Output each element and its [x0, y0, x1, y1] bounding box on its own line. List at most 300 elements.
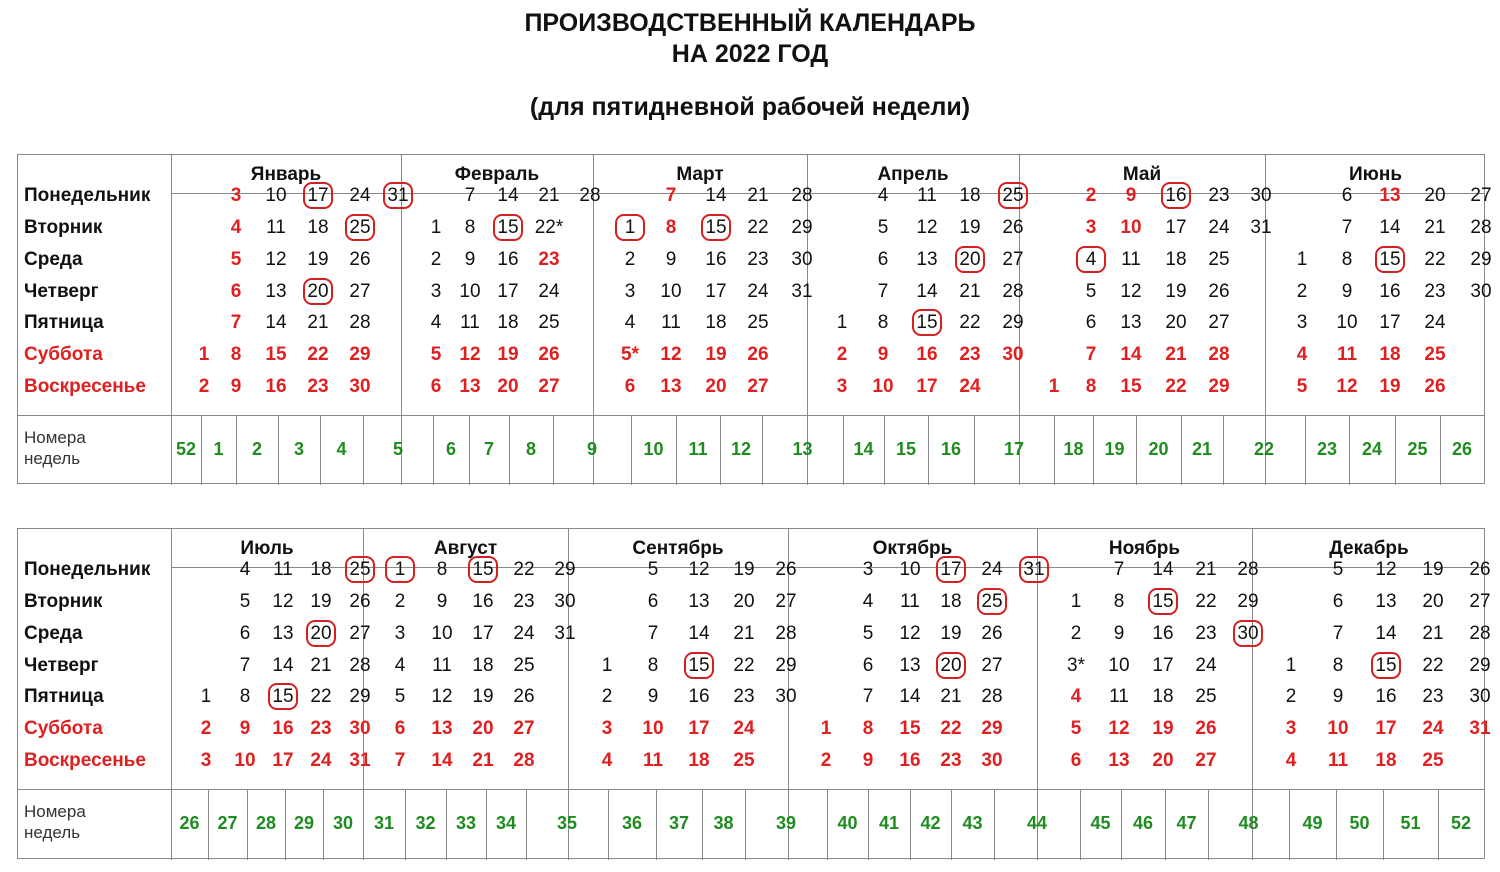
- calendar-day: 27: [775, 591, 797, 612]
- calendar-day: 27: [1470, 185, 1492, 206]
- calendar-day: 23: [1422, 686, 1444, 707]
- calendar-day: 14: [1120, 344, 1142, 365]
- calendar-day: 31: [1019, 556, 1049, 583]
- calendar-day: 22*: [534, 217, 564, 238]
- calendar-day: 6: [862, 655, 874, 676]
- calendar-day: 3: [601, 718, 613, 739]
- calendar-day: 17: [272, 750, 294, 771]
- calendar-day: 8: [1341, 249, 1353, 270]
- calendar-day: 11: [900, 591, 920, 612]
- calendar-day: 9: [230, 376, 242, 397]
- calendar-day: 16: [472, 591, 494, 612]
- calendar-day: 9: [1332, 686, 1344, 707]
- calendar-day: 20: [1152, 750, 1174, 771]
- calendar-day: 23: [538, 249, 560, 270]
- calendar-day: 28: [1237, 559, 1259, 580]
- calendar-day: 1: [1048, 376, 1060, 397]
- calendar-day: 16: [1152, 623, 1174, 644]
- calendar-day: 3*: [1067, 655, 1085, 676]
- calendar-day: 31: [1250, 217, 1272, 238]
- calendar-day: 19: [472, 686, 494, 707]
- calendar-day: 9: [239, 718, 251, 739]
- week-number: 43: [962, 813, 983, 833]
- week-number: 37: [668, 813, 690, 833]
- calendar-day: 6: [239, 623, 251, 644]
- calendar-day: 14: [1375, 623, 1397, 644]
- calendar-day: 18: [1152, 686, 1174, 707]
- calendar-day: 5: [877, 217, 889, 238]
- week-number: 46: [1132, 813, 1154, 833]
- calendar-day: 6: [394, 718, 406, 739]
- week-number: 47: [1176, 813, 1197, 833]
- calendar-day: 24: [747, 281, 769, 302]
- calendar-day: 2: [1296, 281, 1308, 302]
- day-name: Понедельник: [24, 185, 151, 206]
- calendar-day: 7: [647, 623, 659, 644]
- calendar-day: 7: [877, 281, 889, 302]
- calendar-day: 21: [538, 185, 560, 206]
- calendar-day: 23: [940, 750, 962, 771]
- calendar-day: 7: [1085, 344, 1097, 365]
- calendar-day: 19: [940, 623, 962, 644]
- month-name: Май: [1122, 164, 1162, 185]
- calendar-day: 2: [1085, 185, 1097, 206]
- calendar-day: 29: [1208, 376, 1230, 397]
- week-number: 48: [1238, 813, 1259, 833]
- calendar-day: 22: [513, 559, 535, 580]
- calendar-day: 19: [733, 559, 755, 580]
- calendar-day: 10: [234, 750, 256, 771]
- calendar-day: 30: [1250, 185, 1272, 206]
- calendar-day: 27: [1195, 750, 1217, 771]
- calendar-day: 24: [513, 623, 535, 644]
- calendar-day: 24: [1195, 655, 1217, 676]
- week-number: 5: [392, 439, 403, 459]
- calendar-day: 5*: [621, 344, 639, 365]
- calendar-day: 27: [349, 281, 371, 302]
- calendar-day: 9: [1113, 623, 1125, 644]
- calendar-day: 9: [665, 249, 677, 270]
- calendar-day: 16: [497, 249, 519, 270]
- calendar-day: 7: [1332, 623, 1344, 644]
- calendar-day: 15: [684, 652, 714, 679]
- title-line-1: ПРОИЗВОДСТВЕННЫЙ КАЛЕНДАРЬ: [524, 9, 976, 37]
- calendar-day: 17: [303, 182, 333, 209]
- calendar-day: 2: [624, 249, 636, 270]
- calendar-day: 18: [1375, 750, 1397, 771]
- week-number: 41: [878, 813, 900, 833]
- calendar-day: 13: [916, 249, 938, 270]
- calendar-day: 20: [472, 718, 494, 739]
- calendar-day: 22: [1195, 591, 1217, 612]
- calendar-day: 21: [733, 623, 755, 644]
- calendar-day: 11: [432, 655, 452, 676]
- calendar-day: 19: [310, 591, 332, 612]
- calendar-day: 15: [1371, 652, 1401, 679]
- calendar-day: 10: [642, 718, 664, 739]
- calendar-day: 30: [1002, 344, 1024, 365]
- calendar-day: 28: [981, 686, 1003, 707]
- calendar-day: 21: [1424, 217, 1446, 238]
- calendar-day: 23: [959, 344, 981, 365]
- week-number: 44: [1026, 813, 1048, 833]
- calendar-day: 25: [747, 312, 769, 333]
- calendar-day: 27: [349, 623, 371, 644]
- calendar-day: 26: [349, 249, 371, 270]
- day-name: Пятница: [24, 686, 104, 707]
- calendar-day: 8: [230, 344, 242, 365]
- week-number: 25: [1407, 439, 1428, 459]
- calendar-day: 6: [1085, 312, 1097, 333]
- calendar-day: 27: [513, 718, 535, 739]
- calendar-day: 8: [862, 718, 874, 739]
- calendar-day: 2: [820, 750, 832, 771]
- calendar-day: 20: [497, 376, 519, 397]
- week-number: 28: [255, 813, 277, 833]
- calendar-day: 13: [272, 623, 294, 644]
- week-number: 52: [1450, 813, 1472, 833]
- calendar-day: 3: [430, 281, 442, 302]
- week-number: 12: [730, 439, 752, 459]
- calendar-day: 18: [1165, 249, 1187, 270]
- month-divider: [171, 155, 172, 485]
- calendar-day: 4: [601, 750, 613, 771]
- calendar-day: 25: [345, 556, 375, 583]
- week-number: 11: [688, 439, 708, 459]
- calendar-day: 24: [1424, 312, 1446, 333]
- calendar-day: 12: [1336, 376, 1358, 397]
- calendar-day: 15: [268, 683, 298, 710]
- day-name: Понедельник: [24, 559, 151, 580]
- calendar-day: 14: [688, 623, 710, 644]
- calendar-day: 25: [538, 312, 560, 333]
- calendar-day: 7: [1341, 217, 1353, 238]
- calendar-day: 21: [959, 281, 981, 302]
- calendar-day: 15: [493, 214, 523, 241]
- calendar-day: 6: [1332, 591, 1344, 612]
- calendar-day: 13: [899, 655, 921, 676]
- calendar-day: 6: [877, 249, 889, 270]
- calendar-day: 10: [265, 185, 287, 206]
- calendar-day: 22: [733, 655, 755, 676]
- calendar-day: 31: [1469, 718, 1491, 739]
- calendar-day: 16: [265, 376, 287, 397]
- week-number: 38: [713, 813, 734, 833]
- calendar-day: 14: [431, 750, 453, 771]
- calendar-day: 11: [1336, 344, 1358, 365]
- week-number: 23: [1316, 439, 1338, 459]
- week-number: 18: [1063, 439, 1084, 459]
- calendar-day: 1: [430, 217, 442, 238]
- calendar-day: 24: [1422, 718, 1444, 739]
- calendar-day: 29: [349, 686, 371, 707]
- calendar-day: 12: [688, 559, 710, 580]
- week-number: 21: [1191, 439, 1213, 459]
- calendar-day: 21: [1165, 344, 1187, 365]
- calendar-day: 1: [820, 718, 832, 739]
- weeks-divider: [18, 789, 1484, 790]
- calendar-day: 20: [733, 591, 755, 612]
- calendar-day: 8: [464, 217, 476, 238]
- calendar-day: 7: [394, 750, 406, 771]
- calendar-day: 17: [916, 376, 938, 397]
- week-number: 40: [837, 813, 858, 833]
- calendar-day: 21: [310, 655, 332, 676]
- calendar-day: 20: [705, 376, 727, 397]
- calendar-day: 3: [862, 559, 874, 580]
- subtitle: (для пятидневной рабочей недели): [529, 93, 971, 121]
- week-number: 14: [853, 439, 874, 459]
- month-name: Июнь: [1348, 164, 1403, 185]
- calendar-day: 6: [430, 376, 442, 397]
- calendar-day: 17: [1152, 655, 1174, 676]
- week-number: 42: [920, 813, 941, 833]
- calendar-day: 6: [230, 281, 242, 302]
- calendar-day: 11: [642, 750, 664, 771]
- day-name: Суббота: [24, 718, 103, 739]
- calendar-day: 22: [940, 718, 962, 739]
- calendar-day: 12: [660, 344, 682, 365]
- calendar-day: 8: [1113, 591, 1125, 612]
- calendar-day: 17: [497, 281, 519, 302]
- calendar-day: 24: [733, 718, 755, 739]
- weeks-label: Номера недель: [24, 428, 86, 468]
- calendar-day: 27: [747, 376, 769, 397]
- calendar-day: 19: [959, 217, 981, 238]
- calendar-second-half: [17, 528, 1491, 859]
- week-number: 9: [586, 439, 597, 459]
- week-number: 20: [1148, 439, 1169, 459]
- calendar-day: 12: [265, 249, 287, 270]
- calendar-day: 28: [1208, 344, 1230, 365]
- calendar-day: 10: [1120, 217, 1142, 238]
- calendar-day: 16: [1379, 281, 1401, 302]
- calendar-day: 27: [538, 376, 560, 397]
- calendar-day: 19: [1422, 559, 1444, 580]
- calendar-day: 1: [1296, 249, 1308, 270]
- calendar-day: 20: [303, 278, 333, 305]
- calendar-day: 14: [497, 185, 519, 206]
- calendar-day: 24: [538, 281, 560, 302]
- calendar-day: 3: [394, 623, 406, 644]
- calendar-day: 30: [791, 249, 813, 270]
- calendar-day: 12: [1375, 559, 1397, 580]
- calendar-day: 29: [554, 559, 576, 580]
- calendar-day: 25: [998, 182, 1028, 209]
- calendar-day: 31: [383, 182, 413, 209]
- calendar-day: 10: [431, 623, 453, 644]
- day-name: Четверг: [24, 281, 99, 302]
- calendar-day: 4: [430, 312, 442, 333]
- calendar-day: 24: [959, 376, 981, 397]
- calendar-day: 28: [579, 185, 601, 206]
- calendar-day: 26: [775, 559, 797, 580]
- calendar-day: 19: [1165, 281, 1187, 302]
- calendar-day: 20: [1165, 312, 1187, 333]
- calendar-day: 6: [1341, 185, 1353, 206]
- week-number: 33: [455, 813, 477, 833]
- calendar-day: 22: [307, 344, 329, 365]
- calendar-day: 29: [1237, 591, 1259, 612]
- calendar-day: 26: [981, 623, 1003, 644]
- calendar-day: 29: [349, 344, 371, 365]
- calendar-day: 19: [705, 344, 727, 365]
- calendar-day: 16: [705, 249, 727, 270]
- calendar-day: 4: [230, 217, 242, 238]
- calendar-day: 9: [464, 249, 476, 270]
- calendar-day: 1: [200, 686, 212, 707]
- calendar-day: 10: [1336, 312, 1358, 333]
- calendar-day: 7: [862, 686, 874, 707]
- calendar-day: 25: [977, 588, 1007, 615]
- calendar-day: 28: [349, 312, 371, 333]
- calendar-day: 3: [230, 185, 242, 206]
- calendar-day: 12: [1108, 718, 1130, 739]
- calendar-day: 14: [705, 185, 727, 206]
- calendar-day: 20: [955, 246, 985, 273]
- calendar-day: 15: [1148, 588, 1178, 615]
- week-number: 50: [1349, 813, 1370, 833]
- calendar-day: 30: [981, 750, 1003, 771]
- calendar-day: 16: [1375, 686, 1397, 707]
- week-number: 10: [643, 439, 664, 459]
- calendar-day: 18: [497, 312, 519, 333]
- day-name: Среда: [24, 249, 83, 270]
- calendar-day: 1: [615, 214, 645, 241]
- week-number: 49: [1302, 813, 1323, 833]
- calendar-day: 9: [436, 591, 448, 612]
- calendar-day: 14: [272, 655, 294, 676]
- calendar-day: 29: [1469, 655, 1491, 676]
- calendar-day: 16: [916, 344, 938, 365]
- calendar-day: 2: [836, 344, 848, 365]
- calendar-day: 13: [1375, 591, 1397, 612]
- calendar-day: 26: [513, 686, 535, 707]
- month-name: Июль: [240, 538, 294, 559]
- calendar-day: 23: [1424, 281, 1446, 302]
- calendar-day: 28: [1469, 623, 1491, 644]
- calendar-day: 6: [624, 376, 636, 397]
- calendar-day: 18: [307, 217, 329, 238]
- calendar-day: 18: [959, 185, 981, 206]
- calendar-day: 4: [877, 185, 889, 206]
- calendar-day: 20: [306, 620, 336, 647]
- calendar-day: 22: [959, 312, 981, 333]
- calendar-day: 8: [1085, 376, 1097, 397]
- month-name: Декабрь: [1329, 538, 1409, 559]
- calendar-day: 21: [472, 750, 494, 771]
- calendar-day: 15: [468, 556, 498, 583]
- week-number: 34: [495, 813, 517, 833]
- month-name: Март: [676, 164, 724, 185]
- day-name: Воскресенье: [24, 750, 146, 771]
- calendar-day: 17: [705, 281, 727, 302]
- calendar-day: 22: [1422, 655, 1444, 676]
- calendar-day: 18: [472, 655, 494, 676]
- calendar-day: 15: [265, 344, 287, 365]
- calendar-day: 5: [1332, 559, 1344, 580]
- month-name: Октябрь: [872, 538, 953, 559]
- calendar-day: 30: [1470, 281, 1492, 302]
- calendar-day: 10: [459, 281, 481, 302]
- calendar-day: 12: [916, 217, 938, 238]
- calendar-day: 12: [431, 686, 453, 707]
- calendar-day: 12: [899, 623, 921, 644]
- calendar-day: 10: [872, 376, 894, 397]
- calendar-day: 19: [307, 249, 329, 270]
- calendar-day: 11: [1327, 750, 1349, 771]
- calendar-day: 16: [899, 750, 921, 771]
- calendar-day: 7: [1113, 559, 1125, 580]
- calendar-first-half: [17, 154, 1492, 484]
- month-name: Январь: [250, 164, 322, 185]
- calendar-day: 5: [230, 249, 242, 270]
- month-name: Сентябрь: [632, 538, 724, 559]
- calendar-day: 7: [464, 185, 476, 206]
- calendar-day: 17: [1165, 217, 1187, 238]
- calendar-day: 25: [1195, 686, 1217, 707]
- calendar-day: 13: [660, 376, 682, 397]
- calendar-day: 17: [936, 556, 966, 583]
- calendar-day: 13: [265, 281, 287, 302]
- calendar-day: 28: [791, 185, 813, 206]
- calendar-day: 11: [661, 312, 681, 333]
- calendar-day: 1: [601, 655, 613, 676]
- calendar-day: 23: [733, 686, 755, 707]
- calendar-day: 18: [940, 591, 962, 612]
- calendar-day: 8: [877, 312, 889, 333]
- calendar-day: 26: [349, 591, 371, 612]
- calendar-day: 23: [747, 249, 769, 270]
- calendar-day: 3: [1085, 217, 1097, 238]
- calendar-day: 13: [1379, 185, 1401, 206]
- calendar-day: 6: [647, 591, 659, 612]
- calendar-day: 8: [436, 559, 448, 580]
- calendar-day: 24: [349, 185, 371, 206]
- calendar-day: 30: [1469, 686, 1491, 707]
- calendar-day: 2: [1070, 623, 1082, 644]
- calendar-day: 7: [665, 185, 677, 206]
- calendar-day: 11: [266, 217, 286, 238]
- week-number: 35: [556, 813, 578, 833]
- calendar-day: 25: [1208, 249, 1230, 270]
- calendar-day: 27: [1002, 249, 1024, 270]
- calendar-day: 5: [1070, 718, 1082, 739]
- calendar-day: 19: [1152, 718, 1174, 739]
- week-number: 2: [251, 439, 262, 459]
- calendar-day: 4: [862, 591, 874, 612]
- calendar-day: 18: [310, 559, 332, 580]
- calendar-day: 2: [394, 591, 406, 612]
- week-number: 8: [525, 439, 536, 459]
- calendar-day: 12: [459, 344, 481, 365]
- calendar-day: 2: [198, 376, 210, 397]
- day-name: Воскресенье: [24, 376, 146, 397]
- calendar-day: 23: [1208, 185, 1230, 206]
- week-number: 7: [483, 439, 494, 459]
- calendar-day: 18: [705, 312, 727, 333]
- calendar-day: 25: [733, 750, 755, 771]
- week-number: 22: [1253, 439, 1275, 459]
- calendar-day: 20: [1424, 185, 1446, 206]
- calendar-day: 27: [1469, 591, 1491, 612]
- day-name: Среда: [24, 623, 83, 644]
- calendar-day: 23: [513, 591, 535, 612]
- week-number: 26: [1451, 439, 1473, 459]
- calendar-day: 21: [940, 686, 962, 707]
- calendar-day: 21: [1195, 559, 1217, 580]
- calendar-day: 13: [1120, 312, 1142, 333]
